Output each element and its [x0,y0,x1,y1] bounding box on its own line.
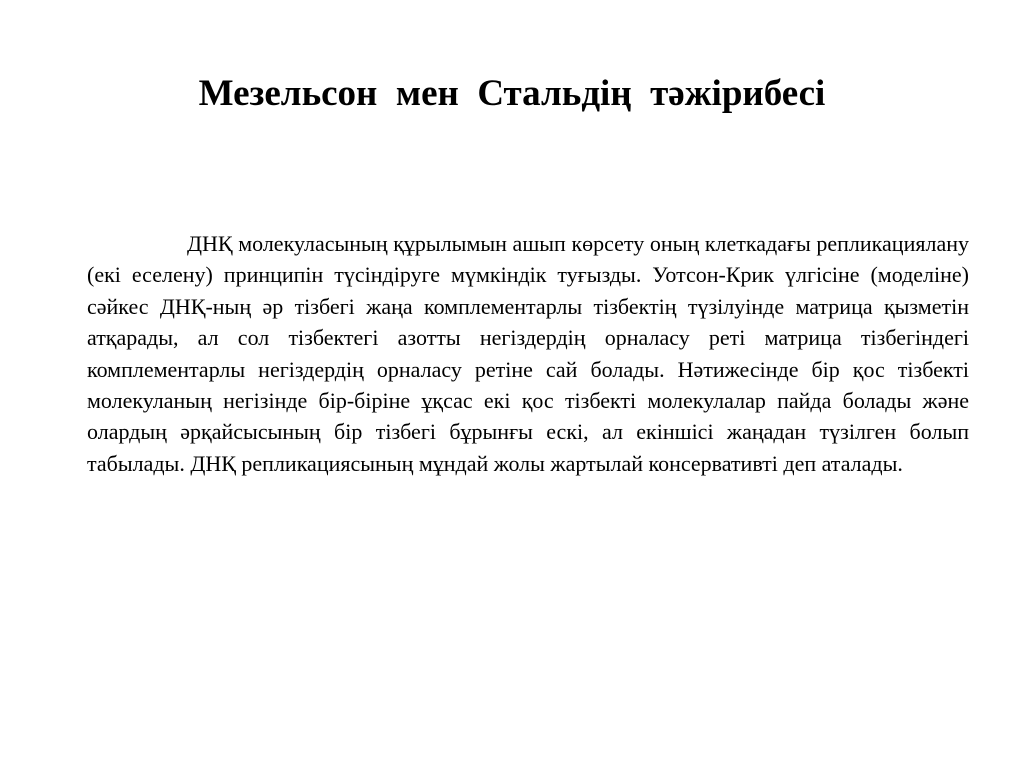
slide-title: Мезельсон мен Стальдің тәжірибесі [198,73,826,114]
body-paragraph: ДНҚ молекуласының құрылымын ашып көрсету оның клеткадағы репликациялану (екі еселену) принципін түсіндіруге мүмкіндік туғызды. Уотсон-Крик үлгісіне (моделіне) сәйкес ДНҚ-ның әр тізбегі жаңа комплементарлы тізбектің түзілуінде матрица қызметін атқарады, ал сол тізбектегі азотты негіздердің орналасу реті матрица тізбегіндегі комплементарлы негіздердің орналасу ретіне сай болады. Нәтижесінде бір қос тізбекті молекуланың негізінде бір-біріне ұқсас екі қос тізбекті молекулалар пайда болады және олардың әрқайсысының бір тізбегі бұрынғы ескі, ал екіншісі жаңадан түзілген болып табылады. ДНҚ репликациясының мұндай жолы жартылай консервативті деп аталады. [87,231,969,476]
